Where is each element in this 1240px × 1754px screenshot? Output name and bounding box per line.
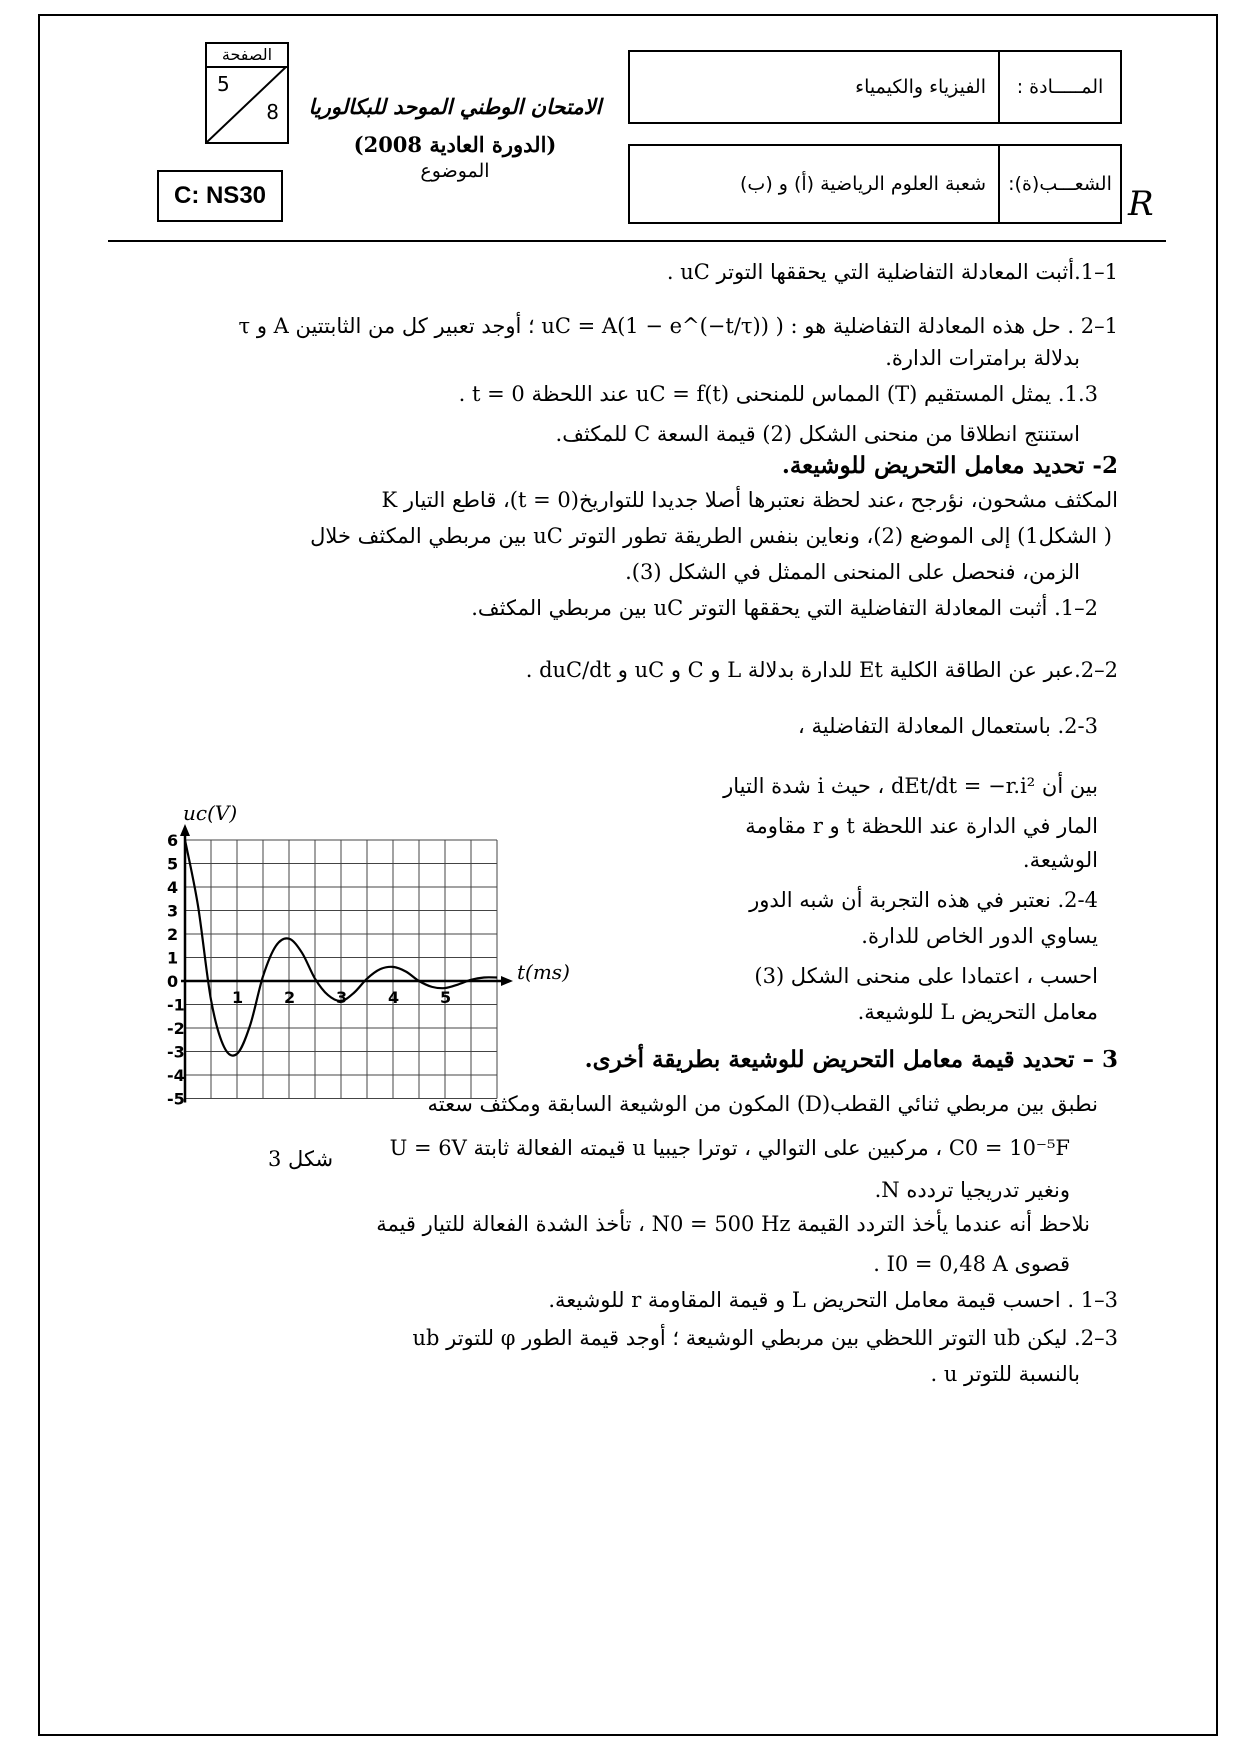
section-2-para-3: الزمن، فنحصل على المنحنى الممثل في الشكل (3). (625, 560, 1080, 584)
section-2-title: 2- تحديد معامل التحريض للوشيعة. (781, 452, 1118, 479)
question-1-2-cont: بدلالة برامترات الدارة. (885, 346, 1080, 370)
question-2-2: 2–2.عبر عن الطاقة الكلية Et للدارة بدلالة L و C و uC و duC/dt . (525, 658, 1118, 682)
question-2-4: 2-4. نعتبر في هذه التجربة أن شبه الدور (749, 888, 1098, 912)
y-tick-label: 3 (167, 901, 179, 921)
y-tick-label: -4 (167, 1066, 185, 1085)
subject-row (628, 50, 1122, 124)
stream-value: شعبة العلوم الرياضية (أ) و (ب) (740, 173, 986, 195)
figure-3-chart (155, 800, 635, 1145)
chart-axes (180, 824, 513, 1103)
y-tick-label: 6 (167, 831, 179, 850)
x-tick-label: 2 (284, 988, 296, 1007)
y-tick-label: -2 (167, 1019, 185, 1038)
x-tick-label: 4 (388, 988, 400, 1007)
y-tick-label: 2 (167, 925, 179, 944)
question-2-4-line-4: معامل التحريض L للوشيعة. (857, 1000, 1098, 1024)
figure-label: شكل 3 (268, 1147, 334, 1171)
question-1-3: 1.3. يمثل المستقيم (T) المماس للمنحنى uC = f(t) عند اللحظة t = 0 . (458, 382, 1098, 406)
question-2-4-line-3: احسب ، اعتمادا على منحنى الشكل (3) (754, 964, 1098, 988)
subject-value: الفيزياء والكيمياء (855, 76, 986, 98)
exam-subject-word: الموضوع (420, 160, 490, 182)
page-current: 5 (217, 72, 230, 96)
y-tick-label: 5 (167, 854, 179, 874)
section-3-para-2: C0 = 10⁻⁵F ، مركبين على التوالي ، توترا جيبيا u قيمته الفعالة ثابتة U = 6V (389, 1136, 1070, 1160)
y-axis-label: uc(V) (183, 801, 238, 825)
y-tick-label: -5 (167, 1089, 185, 1109)
section-3-para-5: قصوى I0 = 0,48 A . (873, 1252, 1070, 1276)
x-tick-label: 1 (232, 988, 244, 1007)
stream-row (628, 144, 1122, 224)
exam-title: الامتحان الوطني الموحد للبكالوريا (308, 94, 602, 119)
y-tick-label: 1 (167, 948, 179, 968)
exam-session: (الدورة العادية 2008) (353, 132, 557, 157)
question-2-3-line-4: الوشيعة. (1022, 848, 1098, 872)
page-number-box (205, 42, 289, 144)
question-2-1: 2–1. أثبت المعادلة التفاضلية التي يحققها التوتر uC بين مربطي المكثف. (471, 596, 1098, 620)
question-3-1: 3–1 . احسب قيمة معامل التحريض L و قيمة المقاومة r للوشيعة. (548, 1288, 1118, 1312)
y-axis-arrow-icon (180, 824, 190, 836)
question-2-3: 2-3. باستعمال المعادلة التفاضلية ، (798, 714, 1098, 738)
stream-key: الشعـــب(ة): (998, 146, 1120, 222)
question-1-1: 1–1.أثبت المعادلة التفاضلية التي يحققها التوتر uC . (666, 260, 1118, 284)
x-tick-label: 5 (440, 988, 452, 1007)
chart-ticks (167, 831, 451, 1109)
section-2-para-2: ( الشكل1) إلى الموضع (2)، ونعاين بنفس الطريقة تطور التوتر uC بين مربطي المكثف خلال (310, 524, 1112, 548)
section-3-title: 3 – تحديد قيمة معامل التحريض للوشيعة بطريقة أخرى. (584, 1046, 1118, 1073)
x-axis-label: t(ms) (517, 960, 570, 984)
question-2-4-line-2: يساوي الدور الخاص للدارة. (861, 924, 1098, 948)
y-tick-label: 0 (167, 972, 179, 991)
section-3-para-4: نلاحظ أنه عندما يأخذ التردد القيمة N0 = 500 Hz ، تأخذ الشدة الفعالة للتيار قيمة (376, 1212, 1090, 1236)
section-2-para-1: المكثف مشحون، نؤرجح ،عند لحظة نعتبرها أصلا جديدا للتواريخ(t = 0)، قاطع التيار K (381, 488, 1118, 512)
question-2-3-line-3: المار في الدارة عند اللحظة t و r مقاومة (745, 814, 1098, 838)
question-2-3-line-2: بين أن dEt/dt = −r.i² ، حيث i شدة التيار (723, 774, 1098, 798)
exam-code: C: NS30 (157, 170, 283, 222)
question-1-3-cont: استنتج انطلاقا من منحنى الشكل (2) قيمة السعة C للمكثف. (555, 422, 1080, 446)
chart-grid (185, 840, 497, 1099)
question-3-2: 3–2. ليكن ub التوتر اللحظي بين مربطي الوشيعة ؛ أوجد قيمة الطور φ للتوتر ub (412, 1326, 1118, 1350)
section-3-para-1: نطبق بين مربطي ثنائي القطب(D) المكون من الوشيعة السابقة ومكثف سعته (427, 1092, 1098, 1116)
page-total: 8 (266, 100, 279, 124)
section-3-para-3: ونغير تدريجيا تردده N. (874, 1178, 1070, 1202)
y-tick-label: 4 (167, 878, 179, 897)
question-3-2-cont: بالنسبة للتوتر u . (930, 1362, 1080, 1386)
subject-key: المـــــادة : (998, 52, 1120, 122)
y-tick-label: -3 (167, 1042, 185, 1062)
page-label: الصفحة (207, 44, 287, 68)
question-1-2: 1–2 . حل هذه المعادلة التفاضلية هو : ( uC = A(1 − e^(−t/τ)) ؛ أوجد تعبير كل من الثابتتين A و τ (238, 314, 1118, 338)
y-tick-label: -1 (167, 995, 185, 1015)
handwritten-mark: R (1128, 184, 1154, 224)
x-tick-label: 3 (336, 988, 348, 1007)
x-axis-arrow-icon (501, 976, 513, 986)
header-rule (108, 240, 1166, 242)
